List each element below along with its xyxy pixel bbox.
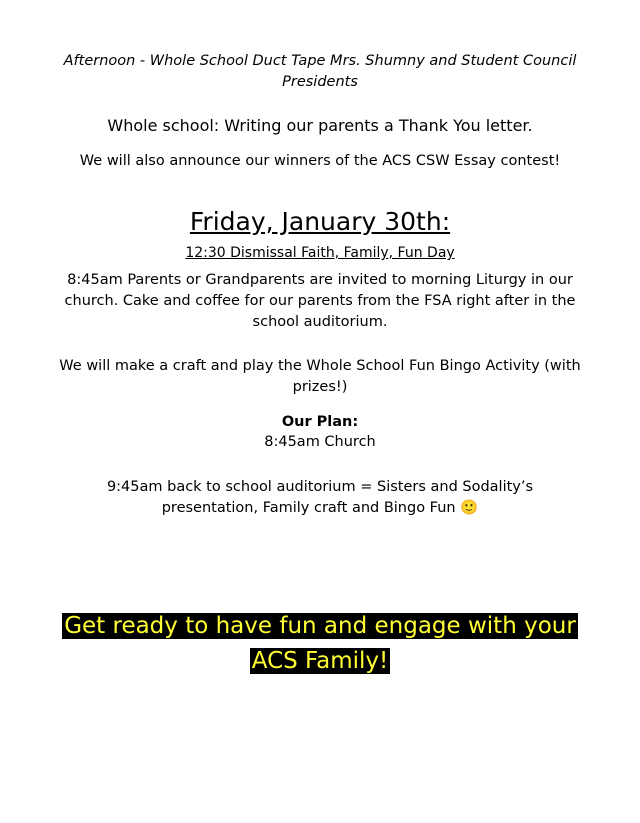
whole-school-text: Whole school: Writing our parents a Thank You letter. xyxy=(107,116,533,135)
announcement-text: We will also announce our winners of the ACS CSW Essay contest! xyxy=(79,153,561,169)
liturgy-paragraph: 8:45am Parents or Grandparents are invited to morning Liturgy in our church. Cake and coffee for our parents from the FSA right after in the school auditorium. xyxy=(64,272,576,330)
banner-line-2-text: ACS Family! xyxy=(251,648,389,674)
plan-church-item: 8:45am Church xyxy=(264,434,376,450)
plan-auditorium-item: 9:45am back to school auditorium = Sisters and Sodality’s presentation, Family craft and Bingo Fun 🙂 xyxy=(106,479,534,516)
dismissal-subheading: 12:30 Dismissal Faith, Family, Fun Day xyxy=(185,245,455,261)
date-heading: Friday, January 30th: xyxy=(189,207,451,236)
plan-title: Our Plan: xyxy=(281,414,359,430)
banner-line-1-text: Get ready to have fun and engage with your xyxy=(64,613,576,639)
banner-line-1 xyxy=(0,610,640,642)
banner-line-2 xyxy=(0,645,640,677)
craft-paragraph: We will make a craft and play the Whole School Fun Bingo Activity (with prizes!) xyxy=(59,358,581,395)
intro-text: Afternoon - Whole School Duct Tape Mrs. Shumny and Student Council Presidents xyxy=(63,53,577,90)
